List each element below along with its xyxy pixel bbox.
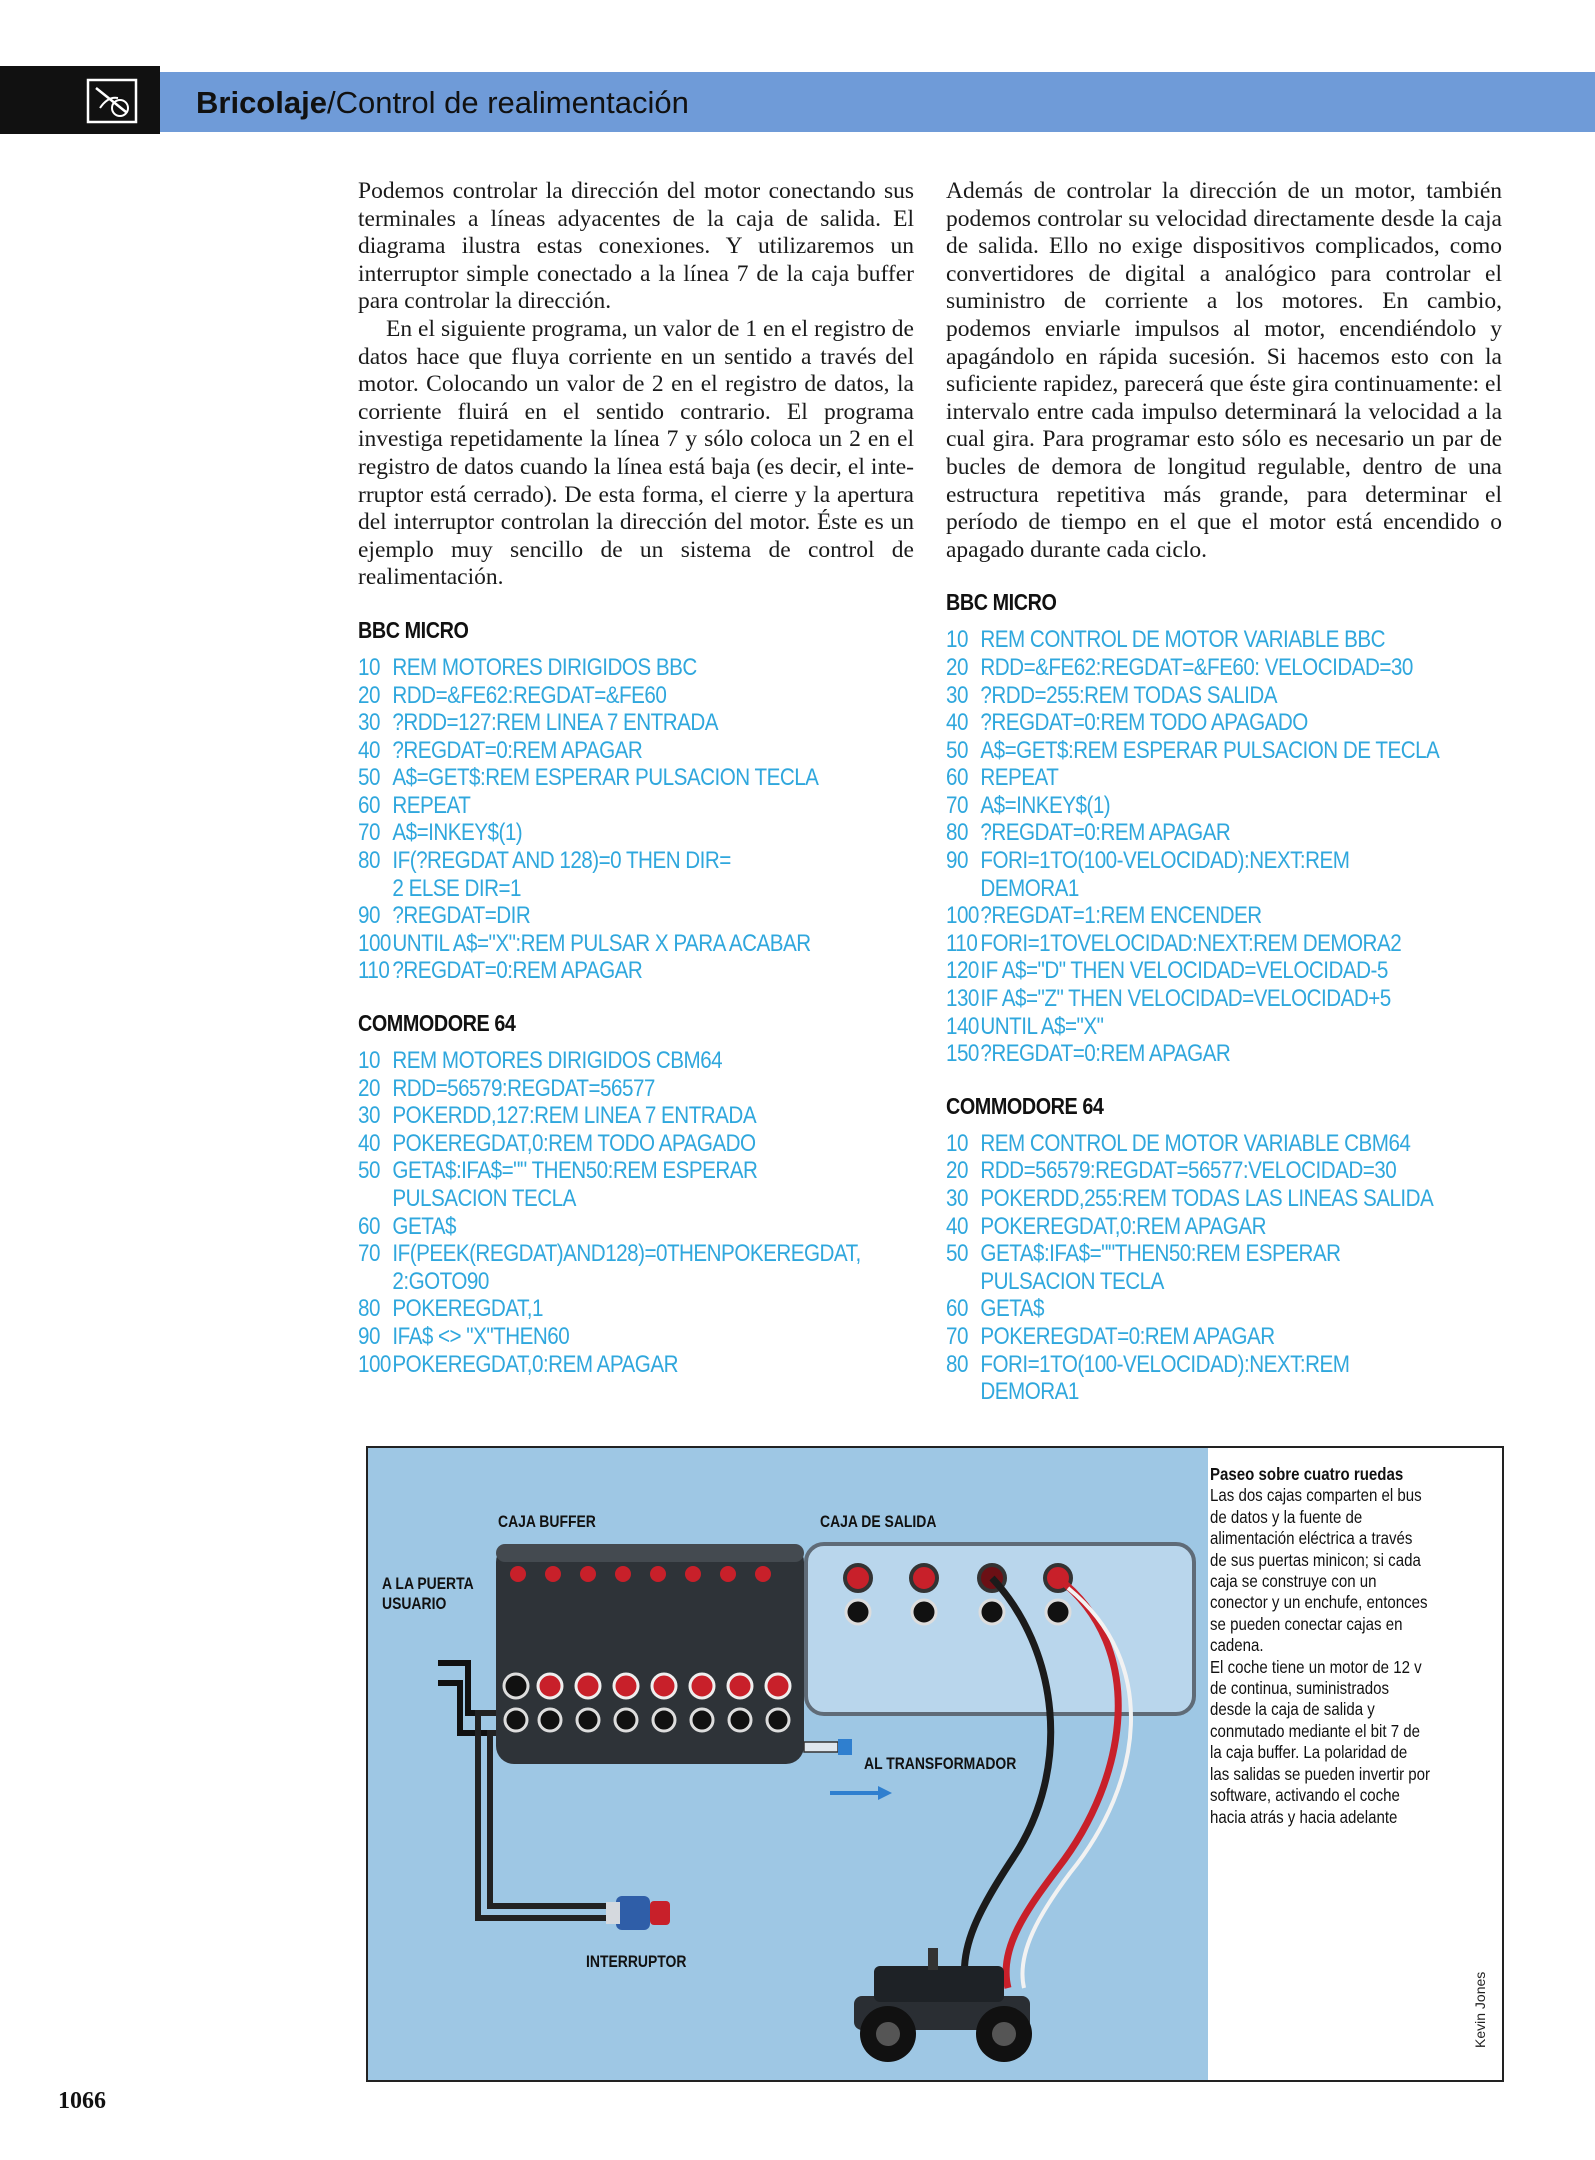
- circuit-diagram: [368, 1448, 1208, 2080]
- bbc-listing: [358, 654, 914, 985]
- code-line: 20 RDD=56579:REGDAT=56577: [358, 1074, 655, 1102]
- caption-title: Paseo sobre cuatro ruedas: [1210, 1464, 1404, 1484]
- page-number: 1066: [58, 2088, 106, 2114]
- code-line: 40 POKEREGDAT,0:REM TODO APAGADO: [358, 1129, 756, 1157]
- code-line: 100?REGDAT=1:REM ENCENDER: [946, 902, 1262, 930]
- code-line-continued: DEMORA1: [980, 1378, 1079, 1406]
- label-puerta-1: A LA PUERTA: [382, 1574, 474, 1593]
- caption-line: software, activando el coche: [1210, 1785, 1400, 1806]
- figure: [366, 1446, 1504, 2082]
- code-line: 10 REM CONTROL DE MOTOR VARIABLE CBM64: [946, 1129, 1411, 1157]
- code-line: 60 REPEAT: [358, 791, 471, 819]
- body-paragraph: En el siguiente programa, un valor de 1 en el registro de datos hace que fluya corriente en un sentido a través del motor. Colocando un valor de 2 en el registro de datos, la corriente fluirá en el sentido contrario. El programa investiga repetidamente la línea 7 y sólo coloca un 2 en el registro de datos cuando la línea está baja (es decir, el interruptor está cerrado). De esta forma, el cierre y la apertura del interruptor controlan la dirección del motor. Éste es un ejemplo muy sencillo de un sistema de control de realimentación.: [358, 315, 914, 591]
- code-line: 20 RDD=&FE62:REGDAT=&FE60: [358, 681, 667, 709]
- caption-line: Las dos cajas comparten el bus: [1210, 1485, 1422, 1506]
- code-line: 70 POKEREGDAT=0:REM APAGAR: [946, 1322, 1275, 1350]
- bbc-listing: [946, 626, 1502, 1068]
- code-line: 40 ?REGDAT=0:REM APAGAR: [358, 736, 643, 764]
- code-line: 50 A$=GET$:REM ESPERAR PULSACION TECLA: [358, 764, 819, 792]
- caption-line: se pueden conectar cajas en: [1210, 1613, 1403, 1634]
- code-line: 60 GETA$: [946, 1295, 1044, 1323]
- code-line: 10 REM MOTORES DIRIGIDOS BBC: [358, 653, 697, 681]
- bbc-heading: BBC MICRO: [946, 589, 1057, 616]
- caption-line: caja se construye con un: [1210, 1571, 1377, 1592]
- label-caja-salida: CAJA DE SALIDA: [820, 1512, 937, 1531]
- switch-body: [616, 1896, 650, 1930]
- caption-line: de continua, suministrados: [1210, 1678, 1390, 1699]
- code-line: 30 POKERDD,127:REM LINEA 7 ENTRADA: [358, 1102, 757, 1130]
- code-line-continued: 2:GOTO90: [392, 1267, 489, 1295]
- code-line: 60 GETA$: [358, 1212, 456, 1240]
- code-line: 90 FORI=1TO(100-VELOCIDAD):NEXT:REM: [946, 847, 1350, 875]
- code-line: 30 ?RDD=127:REM LINEA 7 ENTRADA: [358, 709, 719, 737]
- code-line: 80 FORI=1TO(100-VELOCIDAD):NEXT:REM: [946, 1350, 1350, 1378]
- code-line: 100POKEREGDAT,0:REM APAGAR: [358, 1350, 678, 1378]
- caption-line: alimentación eléctrica a través: [1210, 1528, 1413, 1549]
- screwdriver-hand-icon: [86, 78, 138, 124]
- code-line: 110 ?REGDAT=0:REM APAGAR: [358, 957, 643, 985]
- caption-line: conmutado mediante el bit 7 de: [1210, 1720, 1421, 1741]
- code-line: 150?REGDAT=0:REM APAGAR: [946, 1040, 1231, 1068]
- code-line: 20 RDD=56579:REGDAT=56577:VELOCIDAD=30: [946, 1157, 1397, 1185]
- code-line: 80 IF(?REGDAT AND 128)=0 THEN DIR=: [358, 847, 731, 875]
- code-line: 130IF A$="Z" THEN VELOCIDAD=VELOCIDAD+5: [946, 985, 1391, 1013]
- caption-line: de sus puertas minicon; si cada: [1210, 1549, 1421, 1570]
- transformer-plug: [804, 1742, 838, 1752]
- label-transformador: AL TRANSFORMADOR: [864, 1754, 1017, 1773]
- caption-line: la caja buffer. La polaridad de: [1210, 1742, 1408, 1763]
- code-line: 120IF A$="D" THEN VELOCIDAD=VELOCIDAD-5: [946, 957, 1388, 985]
- code-line-continued: DEMORA1: [980, 874, 1079, 902]
- code-line: 50 GETA$:IFA$=""THEN50:REM ESPERAR: [946, 1240, 1341, 1268]
- right-column: [946, 178, 1502, 1406]
- section-name: Bricolaje: [196, 85, 327, 120]
- code-line: 140UNTIL A$="X": [946, 1012, 1104, 1040]
- code-line: 50 GETA$:IFA$="" THEN50:REM ESPERAR: [358, 1157, 758, 1185]
- code-line: 40 ?REGDAT=0:REM TODO APAGADO: [946, 709, 1308, 737]
- body-paragraph: Además de controlar la dirección de un motor, también podemos controlar su velocidad directamente desde la caja de salida. Ello no exige dispositivos complicados, como convertidores de digital a analógico para controlar el suministro de corriente a los motores. En cambio, podemos enviarle impulsos al motor, encendiéndolo y apagándolo en rápida sucesión. Si hacemos esto con la suficiente rapidez, parecerá que éste gira continuamente: el intervalo entre cada impulso determinará la velocidad a la cual gira. Para programar esto sólo es necesario un par de bucles de demora de longitud regulable, dentro de una estructura repetitiva más grande, para determinar el período de tiempo en el que el motor está encendido o apagado durante cada ciclo.: [946, 178, 1502, 563]
- code-line: 100UNTIL A$="X":REM PULSAR X PARA ACABAR: [358, 929, 811, 957]
- code-line: 80 ?REGDAT=0:REM APAGAR: [946, 819, 1231, 847]
- title-separator: /: [326, 85, 336, 120]
- c64-listing: [358, 1047, 914, 1378]
- bbc-heading: BBC MICRO: [358, 616, 469, 643]
- code-line: 30 POKERDD,255:REM TODAS LAS LINEAS SALIDA: [946, 1185, 1434, 1212]
- caption-line: El coche tiene un motor de 12 v: [1210, 1656, 1422, 1677]
- code-line: 70 A$=INKEY$(1): [358, 819, 523, 847]
- code-line: 10 REM CONTROL DE MOTOR VARIABLE BBC: [946, 626, 1386, 654]
- code-line-continued: 2 ELSE DIR=1: [392, 874, 522, 902]
- caption-line: de datos y la fuente de: [1210, 1506, 1363, 1527]
- code-line-continued: PULSACION TECLA: [392, 1185, 576, 1212]
- code-line: 90 ?REGDAT=DIR: [358, 902, 531, 930]
- code-line: 40 POKEREGDAT,0:REM APAGAR: [946, 1212, 1266, 1240]
- label-puerta-2: USUARIO: [382, 1594, 447, 1613]
- caption-line: cadena.: [1210, 1635, 1264, 1656]
- figure-caption: [1210, 1464, 1488, 1828]
- code-line: 110 FORI=1TOVELOCIDAD:NEXT:REM DEMORA2: [946, 929, 1402, 957]
- code-line: 60 REPEAT: [946, 764, 1059, 792]
- code-line: 90 IFA$ <> "X"THEN60: [358, 1322, 570, 1350]
- code-line: 70 A$=INKEY$(1): [946, 791, 1111, 819]
- code-line: 70 IF(PEEK(REGDAT)AND128)=0THENPOKEREGDAT,: [358, 1240, 861, 1268]
- code-line: 20 RDD=&FE62:REGDAT=&FE60: VELOCIDAD=30: [946, 653, 1413, 681]
- caption-line: las salidas se pueden invertir por: [1210, 1763, 1431, 1784]
- c64-heading: COMMODORE 64: [358, 1010, 516, 1037]
- code-line: 10 REM MOTORES DIRIGIDOS CBM64: [358, 1047, 723, 1075]
- code-line: 80 POKEREGDAT,1: [358, 1295, 543, 1323]
- c64-heading: COMMODORE 64: [946, 1092, 1104, 1119]
- label-interruptor: INTERRUPTOR: [586, 1952, 687, 1971]
- page-title: [196, 80, 689, 126]
- caption-line: hacia atrás y hacia adelante: [1210, 1806, 1398, 1827]
- left-column: [358, 178, 914, 1378]
- code-line-continued: PULSACION TECLA: [980, 1267, 1164, 1295]
- caption-line: conector y un enchufe, entonces: [1210, 1592, 1428, 1613]
- body-paragraph: Podemos controlar la dirección del motor conectando sus terminales a líneas adyacentes de la caja de salida. El diagrama ilustra estas conexiones. Y utilizaremos un interruptor simple conectado a la línea 7 de la caja buffer para controlar la dirección.: [358, 178, 914, 315]
- code-line: 30 ?RDD=255:REM TODAS SALIDA: [946, 681, 1278, 709]
- code-line: 50 A$=GET$:REM ESPERAR PULSACION DE TECLA: [946, 736, 1440, 764]
- illustrator-credit: Kevin Jones: [1472, 1971, 1488, 2048]
- caption-line: desde la caja de salida y: [1210, 1699, 1375, 1720]
- label-caja-buffer: CAJA BUFFER: [498, 1512, 596, 1531]
- section-title: Control de realimentación: [335, 85, 689, 120]
- c64-listing: [946, 1130, 1502, 1406]
